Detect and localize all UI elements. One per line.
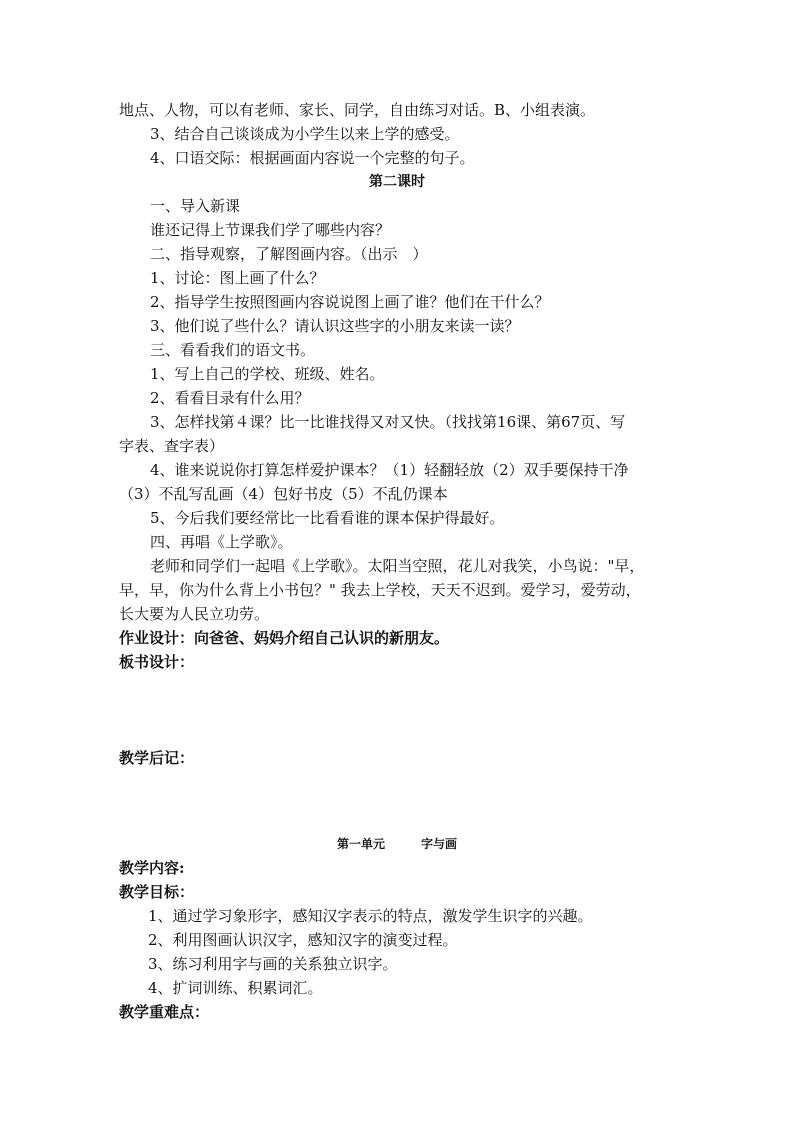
text-line: 老师和同学们一起唱《上学歌》。太阳当空照，花儿对我笑，小鸟说："早， bbox=[150, 557, 645, 575]
text-line: 2、看看目录有什么用？ bbox=[150, 389, 310, 407]
text-line: 字表、查字表） bbox=[119, 437, 225, 455]
text-line: 一、导入新课 bbox=[150, 197, 241, 215]
goal-item: 4、扩词训练、积累词汇。 bbox=[148, 979, 323, 997]
text-line: 4、口语交际：根据画面内容说一个完整的句子。 bbox=[150, 149, 475, 167]
text-line: 1、写上自己的学校、班级、姓名。 bbox=[150, 365, 385, 383]
text-line: 5、今后我们要经常比一比看看谁的课本保护得最好。 bbox=[150, 509, 505, 527]
text-line: 四、再唱《上学歌》。 bbox=[150, 533, 293, 551]
teaching-goals-label: 教学目标： bbox=[119, 883, 195, 901]
board-design-label: 板书设计： bbox=[119, 653, 195, 671]
text-line: 4、谁来说说你打算怎样爱护课本？（1）轻翻轻放（2）双手要保持干净 bbox=[150, 461, 629, 479]
goal-item: 1、通过学习象形字，感知汉字表示的特点，激发学生识字的兴趣。 bbox=[148, 907, 593, 925]
text-line: 长大要为人民立功劳。 bbox=[119, 605, 270, 623]
text-line: 3、怎样找第４课？比一比谁找得又对又快。（找找第16课、第67页、写 bbox=[150, 413, 626, 431]
text-line: 二、指导观察，了解图画内容。（出示 ） bbox=[150, 245, 428, 263]
text-line: 3、结合自己谈谈成为小学生以来上学的感受。 bbox=[150, 125, 460, 143]
text-line: （3）不乱写乱画（4）包好书皮（5）不乱仍课本 bbox=[119, 485, 448, 503]
unit-title-name: 字与画 bbox=[421, 837, 458, 851]
unit-title-number: 第一单元 bbox=[336, 837, 385, 851]
text-line: 三、看看我们的语文书。 bbox=[150, 341, 316, 359]
teaching-content-label: 教学内容: bbox=[119, 859, 185, 877]
lesson-title: 第二课时 bbox=[369, 174, 425, 190]
unit-title bbox=[0, 832, 794, 856]
text-line: 早，早，你为什么背上小书包？" 我去上学校，天天不迟到。爱学习，爱劳动， bbox=[119, 581, 641, 599]
text-line: 1、讨论：图上画了什么？ bbox=[150, 269, 325, 287]
text-line: 地点、人物，可以有老师、家长、同学，自由练习对话。B、小组表演。 bbox=[119, 101, 596, 119]
goal-item: 3、练习利用字与画的关系独立识字。 bbox=[148, 955, 398, 973]
text-line: 3、他们说了些什么？请认识这些字的小朋友来读一读？ bbox=[150, 317, 520, 335]
goal-item: 2、利用图画认识汉字，感知汉字的演变过程。 bbox=[148, 931, 458, 949]
text-line: 2、指导学生按照图画内容说说图上画了谁？他们在干什么？ bbox=[150, 293, 550, 311]
key-points-label: 教学重难点： bbox=[119, 1003, 210, 1021]
homework-line: 作业设计：向爸爸、妈妈介绍自己认识的新朋友。 bbox=[119, 629, 450, 647]
afterword-label: 教学后记： bbox=[119, 749, 195, 767]
text-line: 谁还记得上节课我们学了哪些内容？ bbox=[150, 221, 391, 239]
